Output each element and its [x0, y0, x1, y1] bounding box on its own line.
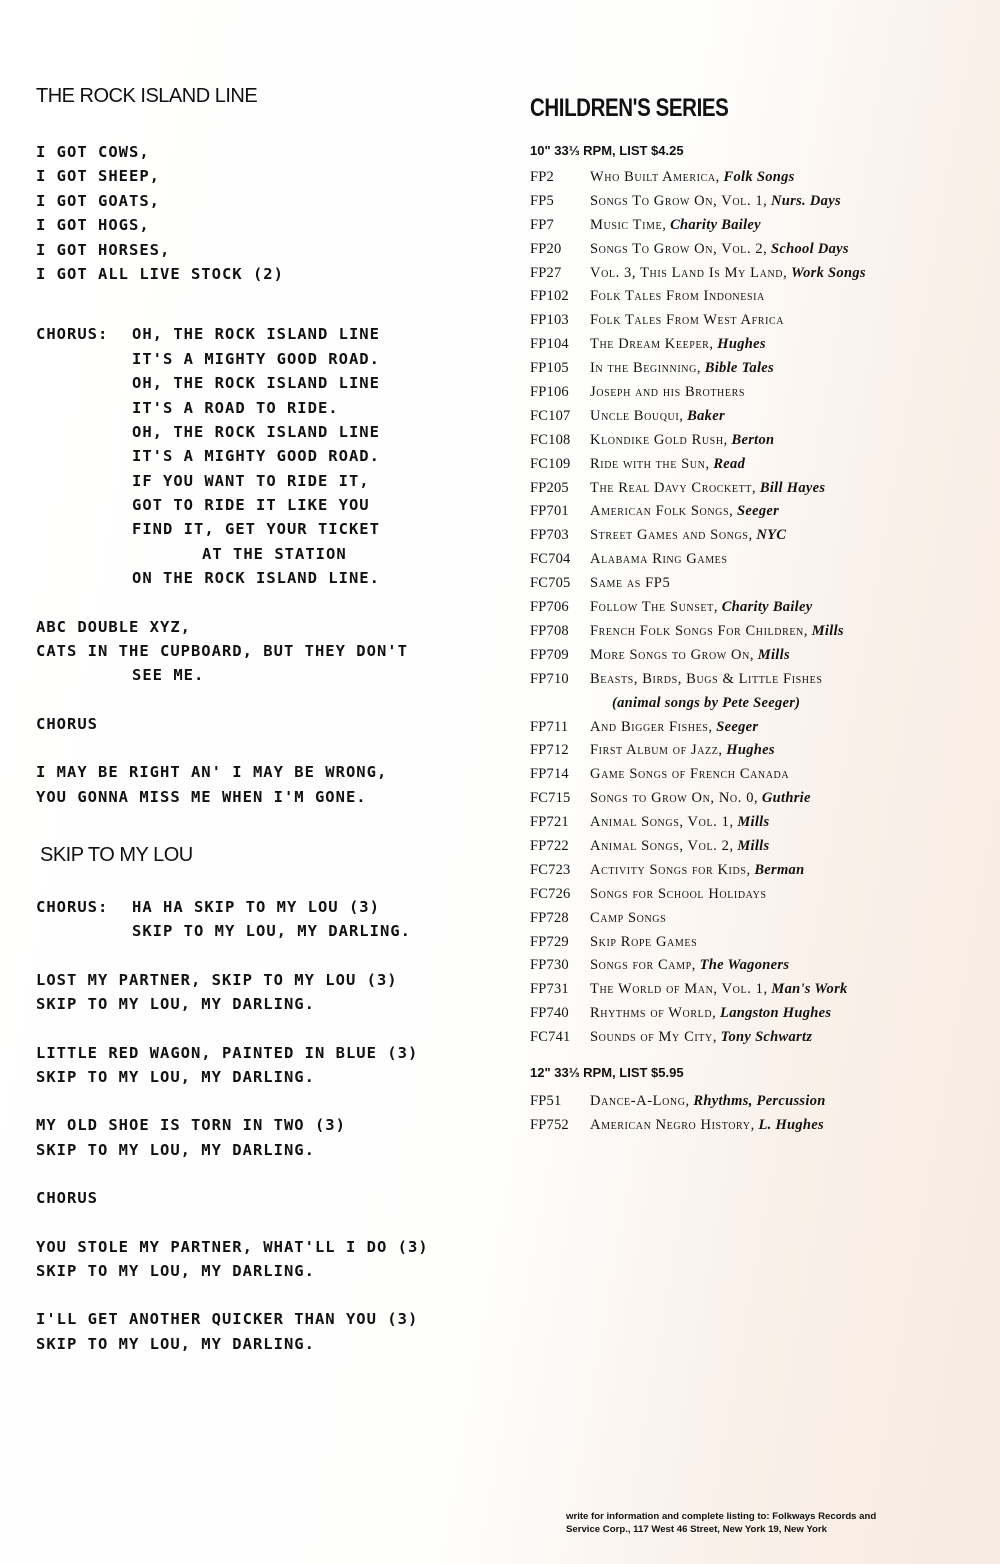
catalog-code: FC726 — [530, 885, 571, 902]
catalog-item — [530, 429, 980, 453]
catalog-code: FP105 — [530, 360, 569, 377]
catalog-code: FP721 — [530, 814, 569, 831]
catalog-item-title: Alabama Ring Games — [590, 551, 728, 568]
catalog-item — [530, 285, 980, 309]
catalog-item-title: Skip Rope Games — [590, 933, 698, 950]
lyric-line: IT'S A MIGHTY GOOD ROAD. — [132, 349, 380, 368]
catalog-item — [530, 1026, 980, 1050]
chorus-first-row — [36, 322, 506, 346]
catalog-item-title: Uncle Bouqui, — [590, 407, 684, 424]
lyric-line: SKIP TO MY LOU, MY DARLING. — [36, 1334, 315, 1353]
catalog-item-title: Animal Songs, Vol. 1, — [590, 814, 734, 831]
lyric-line: I'LL GET ANOTHER QUICKER THAN YOU (3) — [36, 1310, 419, 1329]
catalog-item — [530, 620, 980, 644]
catalog-item-title: American Negro History, — [590, 1116, 755, 1133]
catalog-code: FC741 — [530, 1029, 571, 1046]
stanza-skip-verse — [36, 1307, 506, 1356]
price-heading-10: 10" 33⅓ RPM, LIST $4.25 — [530, 143, 684, 158]
catalog-item-title: Rhythms of World, — [590, 1005, 717, 1022]
catalog-column — [530, 90, 980, 1138]
catalog-item-title: Who Built America, — [590, 169, 720, 185]
catalog-item-subtitle: Baker — [687, 407, 725, 424]
catalog-item — [530, 835, 980, 859]
catalog-item-subtitle: Folk Songs — [723, 169, 795, 185]
catalog-code: FP709 — [530, 646, 569, 663]
catalog-item — [530, 333, 980, 357]
lyric-line: OH, THE ROCK ISLAND LINE — [132, 422, 380, 441]
stanza-chorus — [36, 322, 506, 590]
lyric-line: ABC DOUBLE XYZ, — [36, 617, 191, 636]
footer-note — [566, 1510, 986, 1536]
lyric-line: CATS IN THE CUPBOARD, BUT THEY DON'T — [36, 642, 408, 661]
lyric-line: LITTLE RED WAGON, PAINTED IN BLUE (3) — [36, 1043, 419, 1062]
catalog-item-subtitle: Rhythms, Percussion — [693, 1092, 826, 1109]
catalog-code: FP752 — [530, 1116, 569, 1133]
catalog-item-subtitle: NYC — [756, 527, 787, 544]
catalog-item-subtitle: Seeger — [716, 718, 759, 735]
catalog-item — [530, 1002, 980, 1026]
catalog-item — [530, 1114, 980, 1138]
chorus-ref: CHORUS — [36, 1189, 98, 1208]
catalog-item — [530, 357, 980, 381]
catalog-item-subtitle: Work Songs — [790, 264, 866, 281]
catalog-item-subtitle: L. Hughes — [758, 1116, 824, 1133]
catalog-item-title: Songs To Grow On, Vol. 1, — [590, 192, 768, 209]
lyric-line: MY OLD SHOE IS TORN IN TWO (3) — [36, 1116, 346, 1135]
catalog-code: FP104 — [530, 336, 569, 353]
catalog-item-title: Same as FP5 — [590, 575, 671, 592]
catalog-code: FP102 — [530, 288, 569, 305]
catalog-title: CHILDREN'S SERIES — [530, 94, 729, 122]
stanza-skip-chorus-ref — [36, 1186, 506, 1210]
catalog-list-12 — [530, 1090, 980, 1138]
catalog-item-title: Follow The Sunset, — [590, 599, 719, 616]
catalog-code: FP728 — [530, 909, 569, 926]
catalog-item-title: Camp Songs — [590, 909, 667, 926]
lyric-line: I GOT GOATS, — [36, 191, 160, 210]
catalog-code: FP106 — [530, 384, 569, 401]
lyric-line: SKIP TO MY LOU, MY DARLING. — [132, 922, 411, 941]
catalog-item — [530, 739, 980, 763]
catalog-item — [530, 214, 980, 238]
lyric-line: I GOT HOGS, — [36, 216, 150, 235]
catalog-item-subtitle: School Days — [771, 240, 849, 257]
catalog-item — [530, 596, 980, 620]
catalog-code: FP711 — [530, 718, 569, 735]
catalog-code: FC108 — [530, 431, 571, 448]
lyric-line: ON THE ROCK ISLAND LINE. — [132, 569, 380, 588]
catalog-item — [530, 309, 980, 333]
catalog-code: FP714 — [530, 766, 569, 783]
catalog-code: FP730 — [530, 957, 569, 974]
stanza-skip-verse — [36, 968, 506, 1017]
lyric-line: SKIP TO MY LOU, MY DARLING. — [36, 1067, 315, 1086]
catalog-item-subtitle: Bill Hayes — [759, 479, 826, 496]
lyric-line: I GOT COWS, — [36, 143, 150, 161]
catalog-item — [530, 238, 980, 262]
catalog-item-title: Songs to Grow On, No. 0, — [590, 790, 759, 807]
catalog-item — [530, 954, 980, 978]
song-title-rock-island: THE ROCK ISLAND LINE — [36, 85, 258, 107]
lyric-line: OH, THE ROCK ISLAND LINE — [132, 325, 380, 344]
lyric-line: I GOT HORSES, — [36, 240, 171, 259]
catalog-item-title: Music Time, — [590, 216, 667, 233]
catalog-code: FC704 — [530, 551, 571, 568]
catalog-item — [530, 524, 980, 548]
catalog-item-title: Dance-A-Long, — [590, 1092, 690, 1109]
price-heading-12: 12" 33⅓ RPM, LIST $5.95 — [530, 1064, 684, 1080]
catalog-item — [530, 763, 980, 787]
catalog-item — [530, 405, 980, 429]
stanza-chorus-ref — [36, 712, 506, 736]
catalog-item-title: The Dream Keeper, — [590, 336, 714, 353]
catalog-item-subtitle: Berton — [731, 431, 775, 448]
lyric-line: SEE ME. — [132, 666, 205, 685]
catalog-item — [530, 859, 980, 883]
catalog-item-subtitle: Bible Tales — [704, 360, 774, 377]
catalog-item-title: Street Games and Songs, — [590, 527, 753, 544]
stanza-skip-chorus — [36, 895, 506, 944]
stanza-verse1 — [36, 140, 506, 286]
catalog-code: FC109 — [530, 455, 571, 472]
catalog-item-title: Songs To Grow On, Vol. 2, — [590, 240, 768, 257]
lyric-line: GOT TO RIDE IT LIKE YOU — [132, 496, 370, 515]
stanza-verse2 — [36, 615, 506, 688]
catalog-code: FP712 — [530, 742, 569, 759]
catalog-code: FP708 — [530, 622, 569, 639]
catalog-code: FP706 — [530, 599, 569, 616]
catalog-code: FC715 — [530, 790, 571, 807]
catalog-item — [530, 262, 980, 286]
lyric-line: I GOT SHEEP, — [36, 167, 160, 186]
catalog-item — [530, 716, 980, 740]
catalog-item — [530, 883, 980, 907]
catalog-list-10 — [530, 166, 980, 1050]
footer-line: Service Corp., 117 West 46 Street, New York 19, New York — [566, 1524, 827, 1535]
catalog-code: FP729 — [530, 933, 569, 950]
catalog-item-subtitle: Guthrie — [761, 790, 811, 807]
catalog-item-subtitle: Read — [713, 455, 746, 472]
catalog-code: FC723 — [530, 861, 571, 878]
catalog-code: FP703 — [530, 527, 569, 544]
lyric-line: SKIP TO MY LOU, MY DARLING. — [36, 1261, 315, 1280]
lyric-line: LOST MY PARTNER, SKIP TO MY LOU (3) — [36, 970, 398, 989]
lyric-line: IT'S A MIGHTY GOOD ROAD. — [132, 447, 380, 466]
catalog-item-title: Songs for School Holidays — [590, 885, 767, 902]
catalog-item-title: First Album of Jazz, — [590, 742, 723, 759]
catalog-item-subtitle: Mills — [737, 814, 770, 831]
catalog-item-title: Animal Songs, Vol. 2, — [590, 837, 734, 854]
catalog-item-title: Klondike Gold Rush, — [590, 431, 728, 448]
catalog-item — [530, 548, 980, 572]
chorus-label: CHORUS: — [36, 325, 109, 344]
catalog-item-subtitle: Seeger — [737, 503, 780, 520]
stanza-verse3 — [36, 760, 506, 809]
song-title-skip: SKIP TO MY LOU — [40, 843, 193, 866]
catalog-item — [530, 1090, 980, 1114]
catalog-item-subtitle: Mills — [737, 837, 770, 854]
catalog-item — [530, 787, 980, 811]
catalog-item — [530, 500, 980, 524]
catalog-item-title: The World of Man, Vol. 1, — [590, 981, 768, 998]
catalog-item-title: Joseph and his Brothers — [590, 384, 746, 401]
catalog-item — [530, 978, 980, 1002]
lyric-line: SKIP TO MY LOU, MY DARLING. — [36, 1140, 315, 1159]
catalog-item-subtitle: Tony Schwartz — [720, 1029, 813, 1046]
catalog-item-subtitle: Langston Hughes — [720, 1005, 832, 1022]
catalog-code: FP722 — [530, 837, 569, 854]
catalog-item-subtitle: The Wagoners — [699, 957, 790, 974]
catalog-code: FP701 — [530, 503, 569, 520]
lyric-line: IF YOU WANT TO RIDE IT, — [132, 471, 370, 490]
catalog-code: FP205 — [530, 479, 569, 496]
catalog-item — [530, 190, 980, 214]
lyric-line: I GOT ALL LIVE STOCK (2) — [36, 264, 284, 283]
catalog-code: FP710 — [530, 670, 569, 687]
stanza-skip-verse — [36, 1235, 506, 1284]
chorus-label: CHORUS: — [36, 897, 109, 916]
catalog-item — [530, 572, 980, 596]
catalog-item-title: The Real Davy Crockett, — [590, 479, 757, 496]
lyric-line: IT'S A ROAD TO RIDE. — [132, 398, 339, 417]
catalog-item — [530, 668, 980, 716]
catalog-item-note: (animal songs by Pete Seeger) — [612, 694, 801, 711]
catalog-code: FP20 — [530, 240, 562, 257]
catalog-item — [530, 477, 980, 501]
catalog-item-title: French Folk Songs For Children, — [590, 622, 809, 639]
catalog-item-title: Activity Songs for Kids, — [590, 861, 751, 878]
catalog-item — [530, 644, 980, 668]
lyric-line: I MAY BE RIGHT AN' I MAY BE WRONG, — [36, 763, 388, 782]
catalog-item-title: Game Songs of French Canada — [590, 766, 790, 783]
catalog-item-title: Songs for Camp, — [590, 957, 696, 974]
stanza-skip-verse — [36, 1041, 506, 1090]
lyric-line: YOU GONNA MISS ME WHEN I'M GONE. — [36, 787, 367, 806]
catalog-item-title: Ride with the Sun, — [590, 455, 710, 472]
lyric-line: HA HA SKIP TO MY LOU (3) — [132, 897, 380, 916]
lyrics-column — [36, 82, 506, 1380]
catalog-code: FP51 — [530, 1092, 562, 1109]
catalog-item — [530, 166, 980, 190]
catalog-code: FP5 — [530, 192, 554, 209]
catalog-code: FP103 — [530, 312, 569, 329]
catalog-item-subtitle: Nurs. Days — [771, 192, 841, 209]
lyric-line: FIND IT, GET YOUR TICKET — [132, 520, 380, 539]
catalog-code: FC705 — [530, 575, 571, 592]
stanza-skip-verse — [36, 1113, 506, 1162]
catalog-item-subtitle: Man's Work — [771, 981, 848, 998]
catalog-item-subtitle: Mills — [811, 622, 844, 639]
lyric-line: OH, THE ROCK ISLAND LINE — [132, 374, 380, 393]
catalog-item-subtitle: Hughes — [717, 336, 766, 353]
catalog-item-title: Beasts, Birds, Bugs & Little Fishes — [590, 670, 823, 687]
catalog-code: FC107 — [530, 407, 571, 424]
catalog-item-title: Folk Tales From West Africa — [590, 312, 785, 329]
catalog-item-title: American Folk Songs, — [590, 503, 734, 520]
catalog-item — [530, 453, 980, 477]
catalog-item-subtitle: Charity Bailey — [721, 599, 813, 616]
catalog-code: FP27 — [530, 264, 562, 281]
catalog-item — [530, 381, 980, 405]
catalog-item-title: In the Beginning, — [590, 360, 702, 377]
catalog-code: FP731 — [530, 981, 569, 998]
catalog-code: FP7 — [530, 216, 554, 233]
chorus-ref: CHORUS — [36, 714, 98, 733]
catalog-code: FP740 — [530, 1005, 569, 1022]
lyric-line: YOU STOLE MY PARTNER, WHAT'LL I DO (3) — [36, 1237, 429, 1256]
lyric-line: SKIP TO MY LOU, MY DARLING. — [36, 995, 315, 1014]
catalog-code: FP2 — [530, 169, 554, 185]
catalog-item-title: More Songs to Grow On, — [590, 646, 755, 663]
footer-line: write for information and complete listing to: Folkways Records and — [566, 1511, 877, 1522]
catalog-item — [530, 907, 980, 931]
catalog-item — [530, 931, 980, 955]
catalog-item-subtitle: Hughes — [726, 742, 775, 759]
catalog-item-subtitle: Berman — [754, 861, 805, 878]
catalog-item-title: Sounds of My City, — [590, 1029, 718, 1046]
catalog-item — [530, 811, 980, 835]
catalog-item-title: Vol. 3, This Land Is My Land, — [590, 264, 788, 281]
catalog-item-subtitle: Charity Bailey — [670, 216, 761, 233]
catalog-item-title: Folk Tales From Indonesia — [590, 288, 765, 305]
catalog-item-title: And Bigger Fishes, — [590, 718, 713, 735]
catalog-item-subtitle: Mills — [757, 646, 790, 663]
chorus-first-row — [36, 895, 506, 919]
lyric-line: AT THE STATION — [202, 544, 347, 563]
